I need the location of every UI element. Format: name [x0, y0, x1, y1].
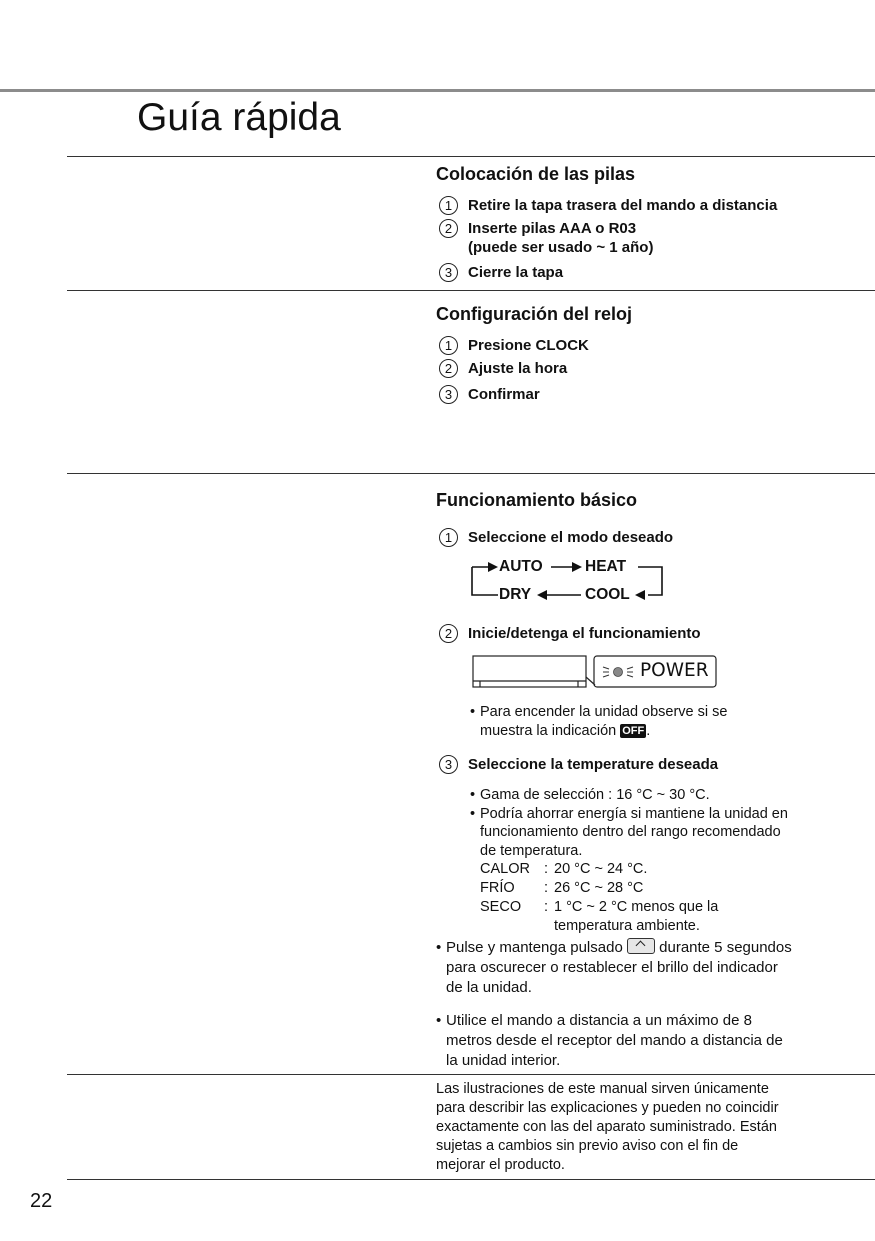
batteries-heading: Colocación de las pilas — [436, 164, 636, 184]
step-text: (puede ser usado ~ 1 año) — [468, 239, 654, 256]
step-number-icon: 1 — [439, 336, 458, 355]
step-number-icon: 1 — [439, 196, 458, 215]
section-divider — [67, 290, 875, 291]
distance-note: • Utilice el mando a distancia a un máximo de 8 metros desde el receptor del mando a distancia de la unidad interior. — [436, 1012, 783, 1069]
up-button-icon — [627, 938, 655, 954]
step-number-icon: 1 — [439, 528, 458, 547]
step-number-icon: 2 — [439, 624, 458, 643]
step-text: Inicie/detenga el funcionamiento — [468, 625, 701, 642]
mode-dry: DRY — [499, 586, 532, 603]
page-number: 22 — [30, 1190, 53, 1212]
step-number-icon: 2 — [439, 359, 458, 378]
temperature-ranges: CALOR : 20 °C ~ 24 °C. FRÍO : 26 °C ~ 28 °C SECO : 1 °C ~ 2 °C menos que la temperatura ambiente. — [480, 861, 719, 934]
step-text: Retire la tapa trasera del mando a distancia — [468, 197, 778, 214]
mode-auto: AUTO — [499, 558, 543, 575]
step-text: Seleccione la temperature deseada — [468, 756, 719, 773]
step-text: Ajuste la hora — [468, 360, 568, 377]
section-divider — [67, 1179, 875, 1180]
step-text: Presione CLOCK — [468, 337, 589, 354]
step-number-icon: 3 — [439, 755, 458, 774]
step-text: Inserte pilas AAA o R03 — [468, 220, 637, 237]
temperature-notes: • Gama de selección : 16 °C ~ 30 °C. • Podría ahorrar energía si mantiene la unidad en funcionamiento dentro del rango recomendado de temperatura. — [470, 787, 788, 859]
step-number-icon: 2 — [439, 219, 458, 238]
clock-heading: Configuración del reloj — [436, 304, 633, 324]
step-text: Cierre la tapa — [468, 264, 564, 281]
section-divider — [67, 473, 875, 474]
step-text: Confirmar — [468, 386, 540, 403]
off-indicator-badge: OFF — [622, 725, 645, 737]
power-note: • Para encender la unidad observe si se muestra la indicación OFF . — [470, 704, 728, 739]
power-label: POWER — [640, 660, 709, 681]
mode-cycle-arrows — [466, 558, 670, 606]
section-divider — [67, 156, 875, 157]
basic-heading: Funcionamiento básico — [436, 490, 638, 510]
step-number-icon: 3 — [439, 263, 458, 282]
top-rule — [0, 89, 875, 92]
mode-cool: COOL — [585, 586, 630, 603]
step-number-icon: 3 — [439, 385, 458, 404]
section-divider — [67, 1074, 875, 1075]
brightness-note: • Pulse y mantenga pulsado durante 5 segundos para oscurecer o restablecer el brillo del indicador de la unidad. — [436, 939, 792, 996]
mode-heat: HEAT — [585, 558, 627, 575]
step-text: Seleccione el modo deseado — [468, 529, 674, 546]
power-led-icon — [601, 662, 635, 682]
disclaimer: Las ilustraciones de este manual sirven únicamente para describir las explicaciones y pueden no coincidir exactamente con las del aparato suministrado. Están sujetas a cambios sin previo aviso con el fin de mejorar el producto. — [436, 1081, 779, 1173]
page-title: Guía rápida — [137, 96, 341, 139]
